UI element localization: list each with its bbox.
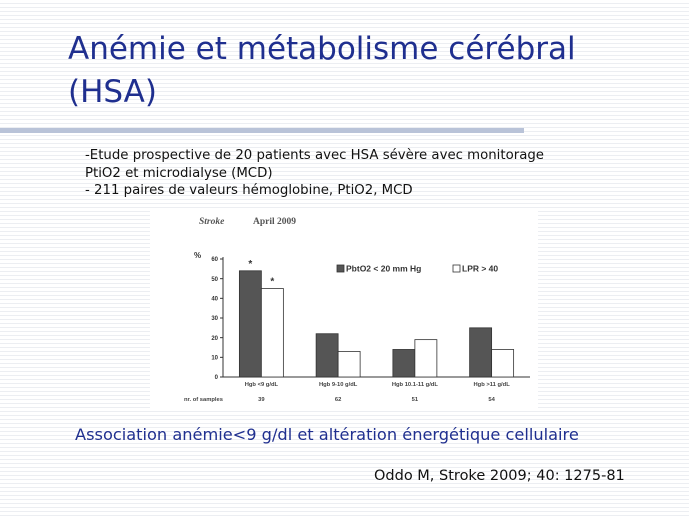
sample-count: 39 xyxy=(258,397,265,403)
title-line-1: Anémie et métabolisme cérébral xyxy=(68,31,576,67)
bullet-line-2: PtiO2 et microdialyse (MCD) xyxy=(85,165,273,181)
bar-pbto2 xyxy=(470,328,492,377)
bar-pbto2 xyxy=(239,271,261,377)
y-tick-label: 60 xyxy=(211,257,218,264)
citation: Oddo M, Stroke 2009; 40: 1275-81 xyxy=(374,468,625,484)
y-tick-label: 20 xyxy=(211,335,218,342)
slide-title xyxy=(68,28,668,114)
bar-lpr xyxy=(338,351,360,377)
bullet-line-1: -Etude prospective de 20 patients avec HSA sévère avec monitorage xyxy=(85,148,544,163)
x-tick-label: Hgb <9 g/dL xyxy=(244,382,279,388)
legend-label: LPR > 40 xyxy=(462,263,499,274)
bullet-line-3: - 211 paires de valeurs hémoglobine, PtiO2, MCD xyxy=(85,183,413,198)
title-underline xyxy=(0,128,524,133)
bar-lpr xyxy=(415,340,437,377)
sample-count: 51 xyxy=(411,397,419,403)
y-tick-label: 0 xyxy=(214,375,218,382)
sample-count: 54 xyxy=(488,397,495,403)
x-tick-label: Hgb 9-10 g/dL xyxy=(318,382,358,388)
y-axis-label: % xyxy=(194,251,202,260)
chart-date: April 2009 xyxy=(253,217,297,227)
significance-marker: * xyxy=(248,258,253,270)
legend-swatch xyxy=(453,265,460,272)
title-line-2: (HSA) xyxy=(68,74,157,110)
bar-pbto2 xyxy=(393,349,415,377)
bar-chart xyxy=(150,208,538,408)
y-tick-label: 30 xyxy=(211,316,218,323)
sample-count: 62 xyxy=(334,397,342,403)
bar-lpr xyxy=(261,289,283,378)
legend-swatch xyxy=(337,265,344,272)
bar-pbto2 xyxy=(316,334,338,377)
x-tick-label: Hgb 10.1-11 g/dL xyxy=(391,382,438,388)
conclusion-text: Association anémie<9 g/dl et altération énergétique cellulaire xyxy=(75,425,579,444)
y-tick-label: 50 xyxy=(211,276,218,283)
chart-figure xyxy=(150,208,538,408)
samples-row-label: nr. of samples xyxy=(184,397,223,403)
significance-marker: * xyxy=(270,276,275,288)
y-tick-label: 40 xyxy=(211,296,218,303)
bar-lpr xyxy=(492,349,514,377)
y-tick-label: 10 xyxy=(211,355,218,362)
chart-journal: Stroke xyxy=(199,217,225,227)
legend-label: PbtO2 < 20 mm Hg xyxy=(346,263,422,274)
bullet-list xyxy=(85,147,625,200)
x-tick-label: Hgb >11 g/dL xyxy=(473,382,510,388)
